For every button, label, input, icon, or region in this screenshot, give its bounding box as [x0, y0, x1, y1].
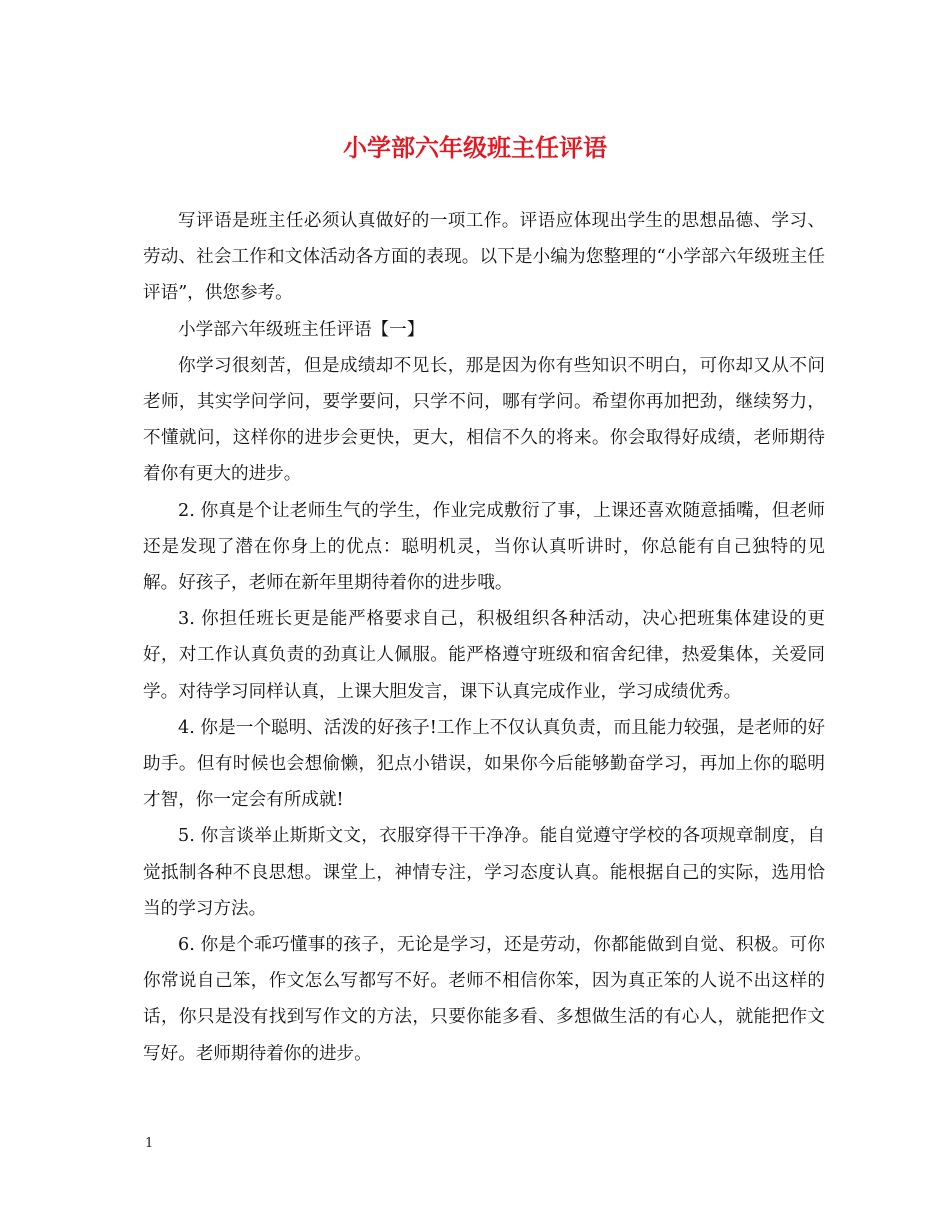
document-title: 小学部六年级班主任评语 [343, 133, 607, 162]
section-heading: 小学部六年级班主任评语【一】 [178, 319, 425, 340]
comment-paragraph-6: 6. 你是个乖巧懂事的孩子，无论是学习，还是劳动，你都能做到自觉、积极。可你你常说自己笨，作文怎么写都写不好。老师不相信你笨，因为真正笨的人说不出这样的话，你只是没有找到写作文的方法，只要你能多看、多想做生活的有心人，就能把作文写好。老师期待着你的进步。 [143, 935, 825, 1064]
comment-paragraph-2: 2. 你真是个让老师生气的学生，作业完成敷衍了事，上课还喜欢随意插嘴，但老师还是发现了潜在你身上的优点：聪明机灵，当你认真听讲时，你总能有自己独特的见解。好孩子，老师在新年里期待着你的进步哦。 [143, 500, 825, 594]
page-number: 1 [145, 1136, 154, 1151]
comment-paragraph-5: 5. 你言谈举止斯斯文文，衣服穿得干干净净。能自觉遵守学校的各项规章制度，自觉抵制各种不良思想。课堂上，神情专注，学习态度认真。能根据自己的实际，选用恰当的学习方法。 [143, 826, 825, 919]
intro-paragraph: 写评语是班主任必须认真做好的一项工作。评语应体现出学生的思想品德、学习、劳动、社会工作和文体活动各方面的表现。以下是小编为您整理的“小学部六年级班主任评语”，供您参考。 [143, 211, 825, 304]
comment-paragraph-3: 3. 你担任班长更是能严格要求自己，积极组织各种活动，决心把班集体建设的更好，对工作认真负责的劲真让人佩服。能严格遵守班级和宿舍纪律，热爱集体，关爱同学。对待学习同样认真，上课大胆发言，课下认真完成作业，学习成绩优秀。 [143, 609, 825, 702]
document-body [143, 203, 825, 1072]
comment-paragraph-1: 你学习很刻苦，但是成绩却不见长，那是因为你有些知识不明白，可你却又从不问老师，其实学问学问，要学要问，只学不问，哪有学问。希望你再加把劲，继续努力，不懂就问，这样你的进步会更快，更大，相信不久的将来。你会取得好成绩，老师期待着你有更大的进步。 [143, 355, 825, 485]
comment-paragraph-4: 4. 你是一个聪明、活泼的好孩子!工作上不仅认真负责，而且能力较强，是老师的好助手。但有时候也会想偷懒，犯点小错误，如果你今后能够勤奋学习，再加上你的聪明才智，你一定会有所成就! [143, 717, 825, 811]
